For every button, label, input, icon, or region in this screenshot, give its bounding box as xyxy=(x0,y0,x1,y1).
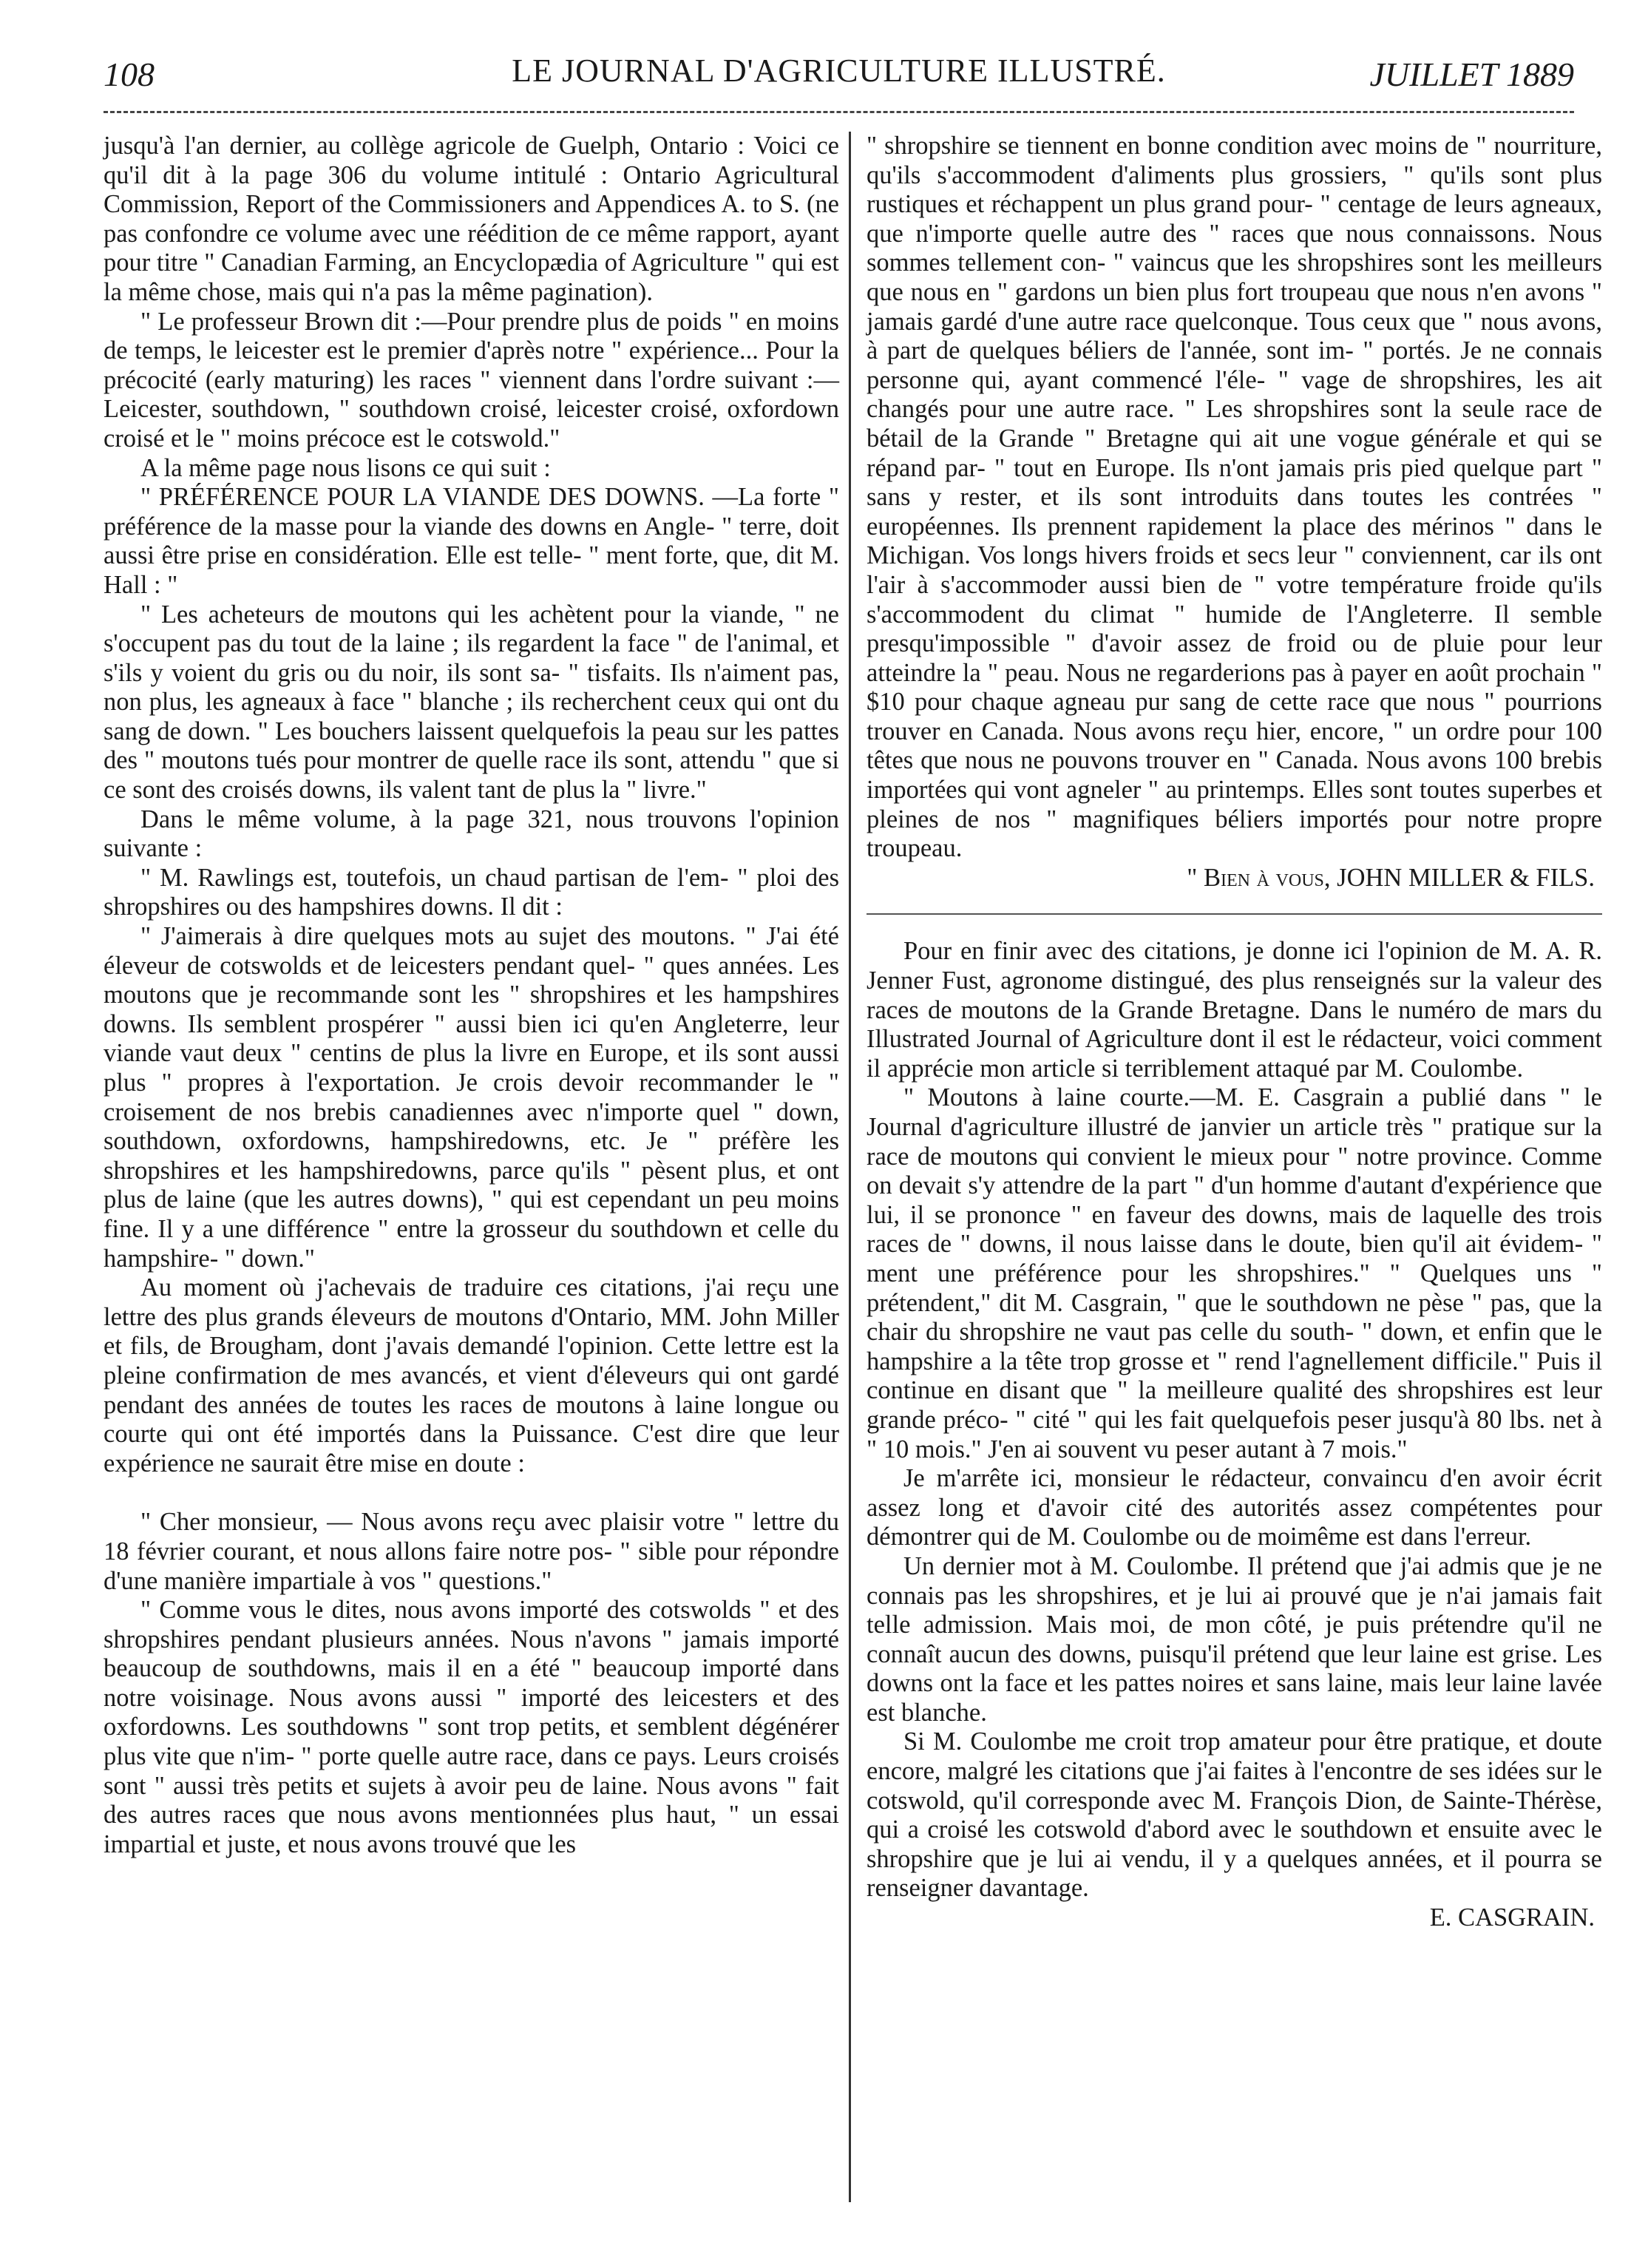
quote-fust: " Moutons à laine courte.—M. E. Casgrain a publié dans " le Journal d'agriculture illustré de janvier un article très " pratique sur la race de moutons qui convient le mieux pour " notre province. Comme on devait s'y attendre de la part " d'un homme d'autant d'expérience que lui, il se prononce " en faveur des downs, mais de laquelle des trois races de " downs, il nous laisse dans le doute, bien qu'il ait évidem- " ment une préférence pour les shropshires." " Quelques uns " prétendent," dit M. Casgrain, " que le southdown ne pèse " pas, que la chair du shropshire ne vaut pas celle du south- " down, et enfin que le hampshire a la tête trop grosse et " rend l'agnellement difficile." Puis il continue en disant que " la meilleure qualité des shropshires est leur grande préco- " cité " qui les fait quelquefois peser jusqu'à 80 lbs. net à " 10 mois." J'en ai souvent vu peser autant à 7 mois." xyxy=(867,1083,1602,1463)
quote-brown: " Le professeur Brown dit :—Pour prendre plus de poids " en moins de temps, le leicester est le premier d'après notre " expérience... Pour la précocité (early maturing) les races " viennent dans l'ordre suivant :—Leicester, southdown, " southdown croisé, leicester croisé, oxfordown croisé et le " moins précoce est le cotswold." xyxy=(104,307,839,453)
paragraph: Je m'arrête ici, monsieur le rédacteur, convaincu d'en avoir écrit assez long et d'avoir cité des autorités assez compétentes pour démontrer qui de M. Coulombe ou de moimême est dans l'erreur. xyxy=(867,1464,1602,1551)
quote-buyers: " Les acheteurs de moutons qui les achètent pour la viande, " ne s'occupent pas du tout de la laine ; ils regardent la face " de l'animal, et s'ils y voient du gris ou du noir, ils sont sa- " tisfaits. Ils n'aiment pas, non plus, les agneaux à face " blanche ; ils recherchent ceux qui ont du sang de down. " Les bouchers laissent quelquefois la peau sur les pattes des " moutons tués pour montrer de quelle race ils sont, attendu " que si ce sont des croisés downs, ils valent tant de plus la " livre." xyxy=(104,600,839,805)
paragraph: Si M. Coulombe me croit trop amateur pour être pratique, et doute encore, malgré les citations que j'ai faites à l'encontre de ses idées sur le cotswold, qu'il corresponde avec M. François Dion, de Sainte-Thérèse, qui a croisé les cotswold d'abord avec le southdown et ensuite avec le shropshire que je lui ai vendu, il y a quelques années, et il pourra se renseigner davantage. xyxy=(867,1727,1602,1903)
issue-date: JUILLET 1889 xyxy=(1369,55,1574,93)
letter-body: " Comme vous le dites, nous avons importé des cotswolds " et des shropshires pendant plusieurs années. Nous n'avons " jamais importé beaucoup de southdowns, mais il en a été " beaucoup importé dans notre voisinage. Nous avons aussi " importé des leicesters et des oxfordowns. Les southdowns " sont trop petits, et semblent dégénérer plus vite que n'im- " porte quelle autre race, dans ce pays. Leurs croisés sont " aussi très petits et sujets à avoir peu de laine. Nous avons " fait des autres races que nous avons mentionnées plus haut, " un essai impartial et juste, et nous avons trouvé que les xyxy=(104,1596,839,1858)
letter-continued: " shropshire se tiennent en bonne condition avec moins de " nourriture, qu'ils s'accommodent d'aliments plus grossiers, " qu'ils sont plus rustiques et réchappent un plus grand pour- " centage de leurs agneaux, que n'importe quelle autre des " races que nous connaissons. Nous sommes tellement con- " vaincus que les shropshires sont les meilleurs que nous en " gardons un bien plus fort troupeau que nous n'en avons " jamais gardé d'une autre race quelconque. Tous ceux que " nous avons, à part de quelques béliers de l'année, sont im- " portés. Je ne connais personne qui, ayant commencé l'éle- " vage de shropshires, les ait changés pour une autre race. " Les shropshires sont la seule race de bétail de la Grande " Bretagne qui ait une vogue générale et qui se répand par- " tout en Europe. Ils n'ont jamais pris pied quelque part " sans y rester, et ils sont introduits dans toutes les contrées " européennes. Ils prennent rapidement la place des mérinos " dans le Michigan. Vos longs hivers froids et secs leur " conviennent, car ils ont l'air à s'accommoder aussi bien de " votre température froide qu'ils s'accommodent du climat " humide de l'Angleterre. Il semble presqu'impossible " d'avoir assez de froid ou de pluie pour leur atteindre la " peau. Nous ne regarderions pas à payer en août prochain " $10 pour chaque agneau pur sang de cette race que nous " pourrions trouver en Canada. Nous avons reçu hier, encore, " un ordre pour 100 têtes que nous ne pouvons trouver en " Canada. Nous avons 100 brebis importées qui vont agneler " au printemps. Elles sont toutes superbes et pleines de nos " magnifiques béliers importés pour notre propre troupeau. xyxy=(867,132,1602,863)
quote-rawlings-intro: " M. Rawlings est, toutefois, un chaud partisan de l'em- " ploi des shropshires ou des hampshires downs. Il dit : xyxy=(104,863,839,921)
paragraph: Dans le même volume, à la page 321, nous trouvons l'opinion suivante : xyxy=(104,805,839,863)
paragraph: Pour en finir avec des citations, je donne ici l'opinion de M. A. R. Jenner Fust, agronome distingué, des plus renseignés sur la valeur des races de moutons de la Grande Bretagne. Dans le numéro de mars du Illustrated Journal of Agriculture dont il est le rédacteur, voici comment il apprécie mon article si terriblement attaqué par M. Coulombe. xyxy=(867,937,1602,1083)
quote-rawlings: " J'aimerais à dire quelques mots au sujet des moutons. " J'ai été éleveur de cotswolds et de leicesters pendant quel- " ques années. Les moutons que je recommande sont les " shropshires et les hampshires downs. Ils semblent prospérer " aussi bien ici qu'en Angleterre, leur viande vaut deux " centins de plus la livre en Europe, et ils sont aussi plus " propres à l'exportation. Je crois devoir recommander le " croisement de nos brebis canadiennes avec n'importe quel " down, southdown, oxfordowns, hampshiredowns, etc. Je " préfère les shropshires et les hampshiredowns, parce qu'ils " pèsent plus, et ont plus de laine (que les autres downs), " qui est cependant un peu moins fine. Il y a une différence " entre la grosseur du southdown et celle du hampshire- " down." xyxy=(104,922,839,1273)
letter-signature: " Bien à vous, JOHN MILLER & FILS. xyxy=(1187,863,1595,892)
page-number: 108 xyxy=(104,55,155,93)
paragraph: Un dernier mot à M. Coulombe. Il prétend que j'ai admis que je ne connais pas les shropshires, et je lui ai prouvé que je n'ai jamais fait telle admission. Mais moi, de mon côté, je puis prétendre qu'il ne connaît aucun des downs, puisqu'il prétend que leur laine est grise. Les downs ont la face et les pattes noires et sans laine, mais leur laine lavée est blanche. xyxy=(867,1551,1602,1727)
paragraph: Au moment où j'achevais de traduire ces citations, j'ai reçu une lettre des plus grands éleveurs de moutons d'Ontario, MM. John Miller et fils, de Brougham, dont j'avais demandé l'opinion. Cette lettre est la pleine confirmation de mes avancés, et vient d'éleveurs qui ont gardé pendant des années de toutes les races de moutons à laine longue ou courte qui ont été importés dans la Puissance. C'est dire que leur expérience ne saurait être mise en doute : xyxy=(104,1273,839,1477)
quote-downs-preference: " PRÉFÉRENCE POUR LA VIANDE DES DOWNS. —La forte " préférence de la masse pour la viande des downs en Angle- " terre, doit aussi être prise en considération. Elle est telle- " ment forte, que, dit M. Hall : " xyxy=(104,483,839,599)
journal-title: LE JOURNAL D'AGRICULTURE ILLUSTRÉ. xyxy=(512,53,1166,89)
column-divider xyxy=(849,132,851,2202)
author-signature: E. CASGRAIN. xyxy=(1429,1903,1595,1932)
header-rule xyxy=(104,111,1574,113)
right-column xyxy=(867,132,1602,1933)
paragraph: jusqu'à l'an dernier, au collège agricole de Guelph, Ontario : Voici ce qu'il dit à la page 306 du volume intitulé : Ontario Agricultural Commission, Report of the Commissioners and Appendices A. to S. (ne pas confondre ce volume avec une réédition de ce même rapport, ayant pour titre " Canadian Farming, an Encyclopædia of Agriculture " qui est la même chose, mais qui n'a pas la même pagination). xyxy=(104,132,839,306)
section-rule xyxy=(867,913,1602,915)
paragraph: A la même page nous lisons ce qui suit : xyxy=(140,453,551,482)
page-header xyxy=(104,44,1574,96)
letter-opening: " Cher monsieur, — Nous avons reçu avec plaisir votre " lettre du 18 février courant, et nous allons faire notre pos- " sible pour répondre d'une manière impartiale à vos " questions." xyxy=(104,1508,839,1595)
left-column xyxy=(104,132,839,1859)
